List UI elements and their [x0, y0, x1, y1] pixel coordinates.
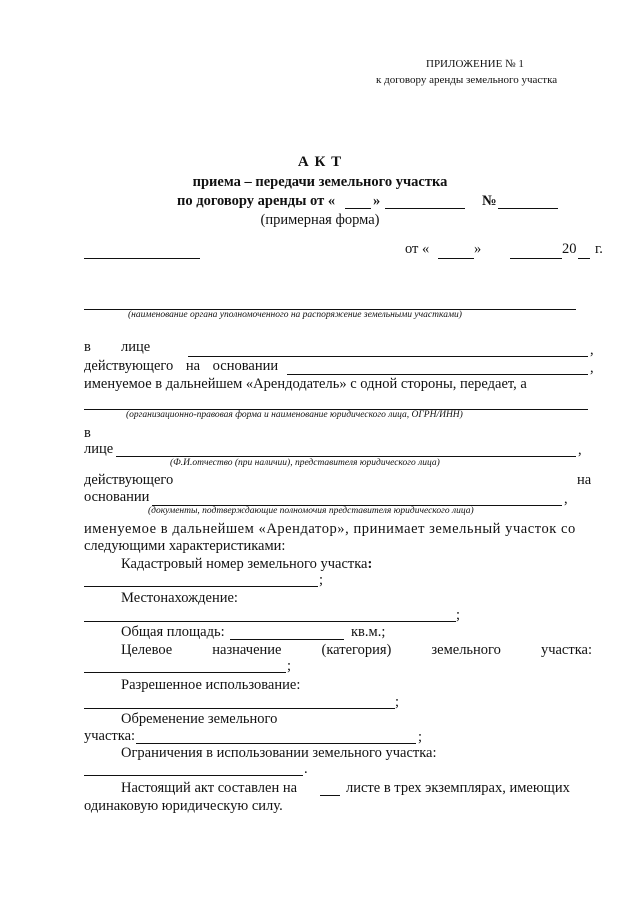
permitted-use-blank[interactable] — [84, 708, 395, 709]
caption-documents: (документы, подтверждающие полномочия представителя юридического лица) — [148, 506, 474, 516]
area-label: Общая площадь: — [121, 624, 225, 640]
final-statement-1b: листе в трех экземплярах, имеющих — [346, 780, 570, 796]
appendix-number: ПРИЛОЖЕНИЕ № 1 — [426, 58, 524, 70]
purpose-word-5: участка: — [540, 642, 592, 658]
contract-number-blank[interactable] — [498, 208, 558, 209]
semicolon-4: ; — [395, 694, 400, 710]
semicolon-1: ; — [319, 572, 324, 588]
cadastral-colon: : — [367, 556, 373, 572]
appendix-subtitle: к договору аренды земельного участка — [376, 74, 558, 86]
location-blank[interactable] — [84, 621, 456, 622]
date-year-suffix: г. — [595, 241, 603, 257]
encumbrance-label: Обременение земельного — [121, 711, 278, 727]
date-year-blank[interactable] — [578, 258, 590, 259]
date-ot: от « — [405, 241, 430, 257]
acting-label-1 — [84, 358, 278, 375]
final-statement-1a: Настоящий акт составлен на — [121, 780, 298, 796]
restrictions-label: Ограничения в использовании земельного участка: — [121, 745, 437, 761]
contract-ref-label: по договору аренды от « — [177, 193, 336, 209]
contract-date-blank[interactable] — [385, 208, 465, 209]
semicolon-5: ; — [418, 729, 423, 745]
lessor-rep-blank[interactable] — [188, 356, 588, 357]
purpose-word-4: земельного — [431, 642, 501, 658]
lessee-statement-1 — [84, 521, 592, 538]
caption-legal-entity: (организационно-правовая форма и наименование юридического лица, ОГРН/ИНН) — [126, 410, 463, 420]
osnovanii-label-2: основании — [84, 489, 150, 505]
lessor-statement: именуемое в дальнейшем «Арендодатель» с одной стороны, передает, а — [84, 376, 527, 392]
acting-label-2: действующего — [84, 472, 174, 488]
period-1: . — [304, 761, 308, 777]
contract-ref-line — [177, 193, 335, 210]
in-person-v: в — [84, 339, 91, 355]
lessee-statement-text: именуемое в дальнейшем «Арендатор», принимает земельный участок со — [84, 521, 576, 537]
area-blank[interactable] — [230, 639, 344, 640]
purpose-row — [121, 642, 592, 659]
purpose-word-2: назначение — [212, 642, 282, 658]
caption-authority: (наименование органа уполномоченного на распоряжение земельными участками) — [128, 310, 462, 320]
in-person-litse: лице — [121, 339, 151, 355]
cadastral-text: Кадастровый номер земельного участка — [121, 556, 368, 572]
lessee-statement-2: следующими характеристиками: — [84, 538, 286, 554]
cadastral-blank[interactable] — [84, 586, 318, 587]
encumbrance-label-2: участка: — [84, 728, 136, 744]
purpose-word-3: (категория) — [321, 642, 392, 658]
date-close: » — [474, 241, 482, 257]
date-year-prefix: 20 — [562, 241, 577, 257]
restrictions-blank[interactable] — [84, 775, 303, 776]
location-label: Местонахождение: — [121, 590, 238, 606]
act-title: А К Т — [297, 154, 343, 170]
na-label-2: на — [577, 472, 592, 488]
comma-2: , — [590, 360, 594, 376]
date-month-blank[interactable] — [510, 258, 562, 259]
permitted-use-label: Разрешенное использование: — [121, 677, 301, 693]
encumbrance-blank[interactable] — [136, 743, 416, 744]
sheet-count-blank[interactable] — [320, 795, 340, 796]
comma-3: , — [578, 442, 582, 458]
lessor-basis-blank[interactable] — [287, 374, 588, 375]
contract-day-close: » — [373, 193, 381, 209]
semicolon-2: ; — [456, 607, 461, 623]
date-day-blank[interactable] — [438, 258, 474, 259]
contract-day-blank[interactable] — [345, 208, 371, 209]
lessee-rep-blank[interactable] — [116, 456, 576, 457]
purpose-word-1: Целевое — [121, 642, 173, 658]
acting-word: действующего — [84, 358, 174, 374]
comma-4: , — [564, 491, 568, 507]
final-statement-2: одинаковую юридическую силу. — [84, 798, 283, 814]
na-word: на — [185, 358, 201, 374]
lessee-litse: лице — [84, 441, 114, 457]
area-unit: кв.м.; — [351, 624, 386, 640]
comma-1: , — [590, 342, 594, 358]
form-note: (примерная форма) — [260, 212, 380, 228]
contract-number-sign: № — [482, 193, 497, 209]
cadastral-label — [121, 556, 372, 573]
osnovanii-word: основании — [212, 358, 279, 374]
lessee-v: в — [84, 425, 91, 441]
place-blank[interactable] — [84, 258, 200, 259]
purpose-blank[interactable] — [84, 672, 286, 673]
caption-fio: (Ф.И.отчество (при наличии), представителя юридического лица) — [170, 458, 440, 468]
semicolon-3: ; — [287, 658, 292, 674]
act-subtitle: приема – передачи земельного участка — [192, 174, 448, 190]
